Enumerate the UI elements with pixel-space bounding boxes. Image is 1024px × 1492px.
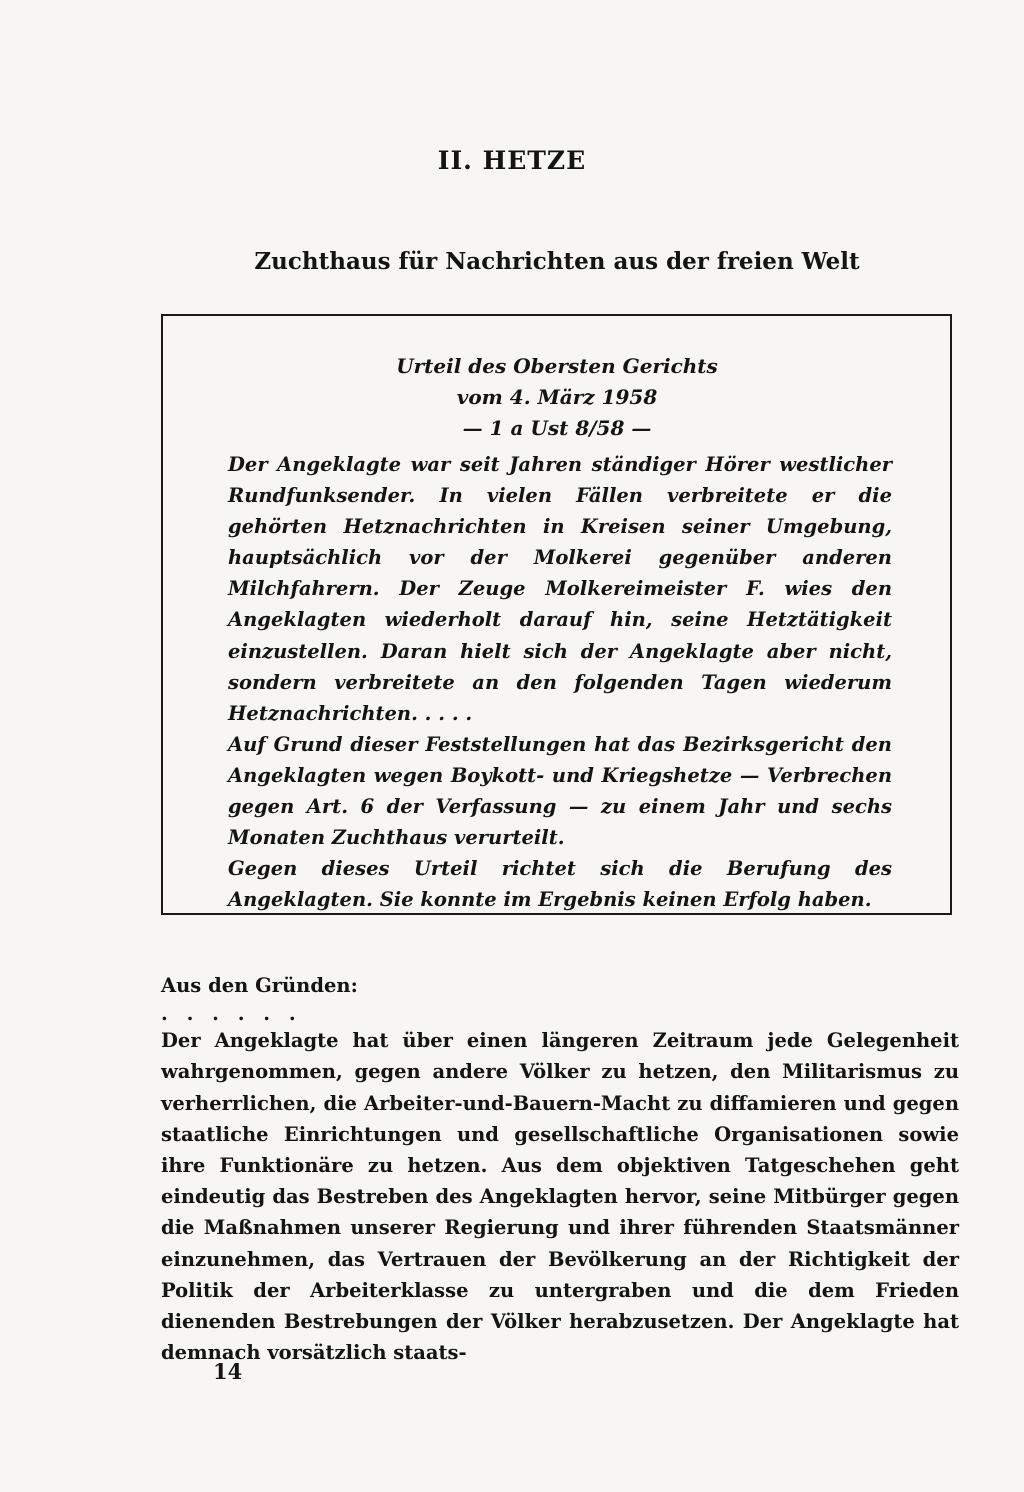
section-title: Zuchthaus für Nachrichten aus der freien Welt — [254, 248, 860, 275]
verdict-heading — [0, 351, 1024, 444]
chapter-title: II. HETZE — [437, 146, 587, 175]
verdict-paragraph: Gegen dieses Urteil richtet sich die Berufung des Angeklagten. Sie konnte im Ergebnis keinen Erfolg haben. — [228, 857, 892, 912]
verdict-summary — [228, 449, 892, 915]
verdict-paragraph: Auf Grund dieser Feststellungen hat das Bezirksgericht den Angeklagten wegen Boykott- und Kriegshetze — Verbrechen gegen Art. 6 der Verfassung — zu einem Jahr und sechs Monaten Zuchthaus verurteilt. — [228, 732, 892, 850]
verdict-case-number: — 1 a Ust 8/58 — — [462, 416, 652, 440]
verdict-paragraph: Der Angeklagte war seit Jahren ständiger Hörer westlicher Rundfunksender. In vielen Fällen verbreitete er die gehörten Hetznachrichten in Kreisen seiner Umgebung, hauptsächlich vor der Molkerei gegenüber anderen Milchfahrern. Der Zeuge Molkereimeister F. wies den Angeklagten wiederholt darauf hin, seine Hetztätigkeit einzustellen. Daran hielt sich der Angeklagte aber nicht, sondern verbreitete an den folgenden Tagen wiederum Hetznachrichten. . . . . — [228, 453, 892, 725]
reasons-paragraph: Der Angeklagte hat über einen längeren Zeitraum jede Gelegenheit wahrgenommen, gegen andere Völker zu hetzen, den Militarismus zu verherrlichen, die Arbeiter-und-Bauern-Macht zu diffamieren und gegen staatliche Einrichtungen und gesellschaftliche Organisationen sowie ihre Funktionäre zu hetzen. Aus dem objektiven Tatgeschehen geht eindeutig das Bestreben des Angeklagten hervor, seine Mitbürger gegen die Maßnahmen unserer Regierung und ihrer führenden Staatsmänner einzunehmen, das Vertrauen der Bevölkerung an der Richtigkeit der Politik der Arbeiterklasse zu untergraben und die dem Frieden dienenden Bestrebungen der Völker herabzusetzen. Der Angeklagte hat demnach vorsätzlich staats- — [161, 1029, 959, 1365]
reasons-heading: Aus den Gründen: — [161, 974, 358, 997]
page-number: 14 — [213, 1359, 243, 1384]
verdict-court: Urteil des Obersten Gerichts — [396, 354, 718, 378]
reasons-section — [161, 970, 959, 1368]
verdict-date: vom 4. März 1958 — [456, 385, 658, 409]
omission-dots: . . . . . . — [161, 1002, 302, 1026]
